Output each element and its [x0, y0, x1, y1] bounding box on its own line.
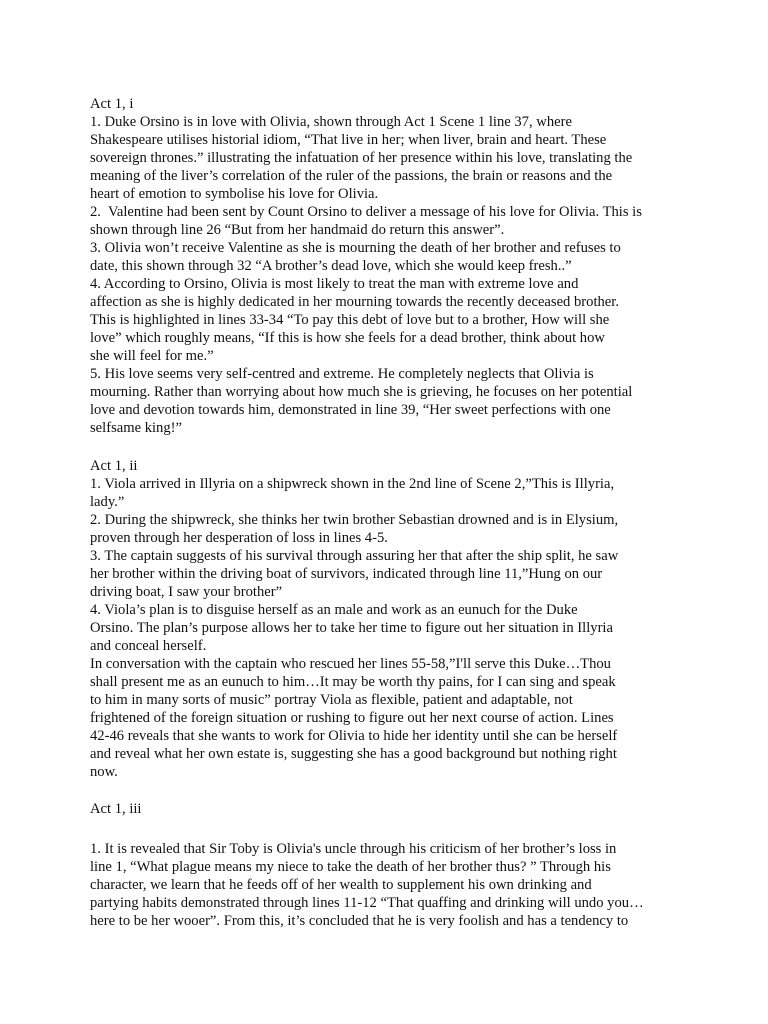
text-line: mourning. Rather than worrying about how much she is grieving, he focuses on her potential: [90, 384, 633, 400]
text-line: In conversation with the captain who rescued her lines 55-58,”I'll serve this Duke…Thou: [90, 656, 611, 672]
text-line: This is highlighted in lines 33-34 “To pay this debt of love but to a brother, How will she: [90, 312, 610, 328]
section-heading: Act 1, iii: [90, 801, 142, 817]
text-line: Orsino. The plan’s purpose allows her to take her time to figure out her situation in Illyria: [90, 620, 613, 636]
text-line: 2. Valentine had been sent by Count Orsino to deliver a message of his love for Olivia. This is: [90, 204, 642, 220]
text-line: 2. During the shipwreck, she thinks her twin brother Sebastian drowned and is in Elysium,: [90, 512, 619, 528]
text-line: now.: [90, 764, 118, 780]
text-line: shall present me as an eunuch to him…It may be worth thy pains, for I can sing and speak: [90, 674, 616, 690]
text-line: 1. Duke Orsino is in love with Olivia, shown through Act 1 Scene 1 line 37, where: [90, 114, 572, 130]
section-body: [90, 475, 690, 781]
text-line: 3. Olivia won’t receive Valentine as she is mourning the death of her brother and refuses to: [90, 240, 621, 256]
section-heading: Act 1, ii: [90, 458, 138, 474]
section-spacer: [90, 437, 690, 457]
text-line: Shakespeare utilises historial idiom, “That live in her; when liver, brain and heart. These: [90, 132, 607, 148]
document-page: [90, 95, 690, 930]
text-line: line 1, “What plague means my niece to take the death of her brother thus? ” Through his: [90, 859, 611, 875]
text-line: she will feel for me.”: [90, 348, 214, 364]
text-line: lady.”: [90, 494, 125, 510]
section-act-1-ii: [90, 457, 690, 781]
text-line: her brother within the driving boat of survivors, indicated through line 11,”Hung on our: [90, 566, 603, 582]
text-line: proven through her desperation of loss in lines 4-5.: [90, 530, 388, 546]
text-line: 5. His love seems very self-centred and extreme. He completely neglects that Olivia is: [90, 366, 594, 382]
text-line: 42-46 reveals that she wants to work for Olivia to hide her identity until she can be herself: [90, 728, 618, 744]
text-line: affection as she is highly dedicated in her mourning towards the recently deceased brother.: [90, 294, 619, 310]
section-body: [90, 840, 690, 930]
text-line: selfsame king!”: [90, 420, 182, 436]
text-line: heart of emotion to symbolise his love for Olivia.: [90, 186, 379, 202]
text-line: and reveal what her own estate is, suggesting she has a good background but nothing right: [90, 746, 617, 762]
text-line: date, this shown through 32 “A brother’s dead love, which she would keep fresh..”: [90, 258, 572, 274]
text-line: frightened of the foreign situation or rushing to figure out her next course of action. Lines: [90, 710, 614, 726]
section-spacer: [90, 781, 690, 800]
text-line: and conceal herself.: [90, 638, 207, 654]
section-body: [90, 113, 690, 437]
text-line: 1. It is revealed that Sir Toby is Olivia's uncle through his criticism of her brother’s loss in: [90, 841, 617, 857]
heading-spacer: [90, 818, 690, 840]
text-line: 4. According to Orsino, Olivia is most likely to treat the man with extreme love and: [90, 276, 579, 292]
text-line: character, we learn that he feeds off of her wealth to supplement his own drinking and: [90, 877, 592, 893]
text-line: driving boat, I saw your brother”: [90, 584, 283, 600]
text-line: here to be her wooer”. From this, it’s concluded that he is very foolish and has a tendency to: [90, 913, 629, 929]
section-act-1-iii: [90, 800, 690, 930]
text-line: to him in many sorts of music” portray Viola as flexible, patient and adaptable, not: [90, 692, 573, 708]
section-act-1-i: [90, 95, 690, 437]
section-heading: Act 1, i: [90, 96, 134, 112]
text-line: meaning of the liver’s correlation of the ruler of the passions, the brain or reasons and the: [90, 168, 613, 184]
text-line: 4. Viola’s plan is to disguise herself as an male and work as an eunuch for the Duke: [90, 602, 578, 618]
text-line: love” which roughly means, “If this is how she feels for a dead brother, think about how: [90, 330, 605, 346]
text-line: 3. The captain suggests of his survival through assuring her that after the ship split, he saw: [90, 548, 619, 564]
text-line: shown through line 26 “But from her handmaid do return this answer”.: [90, 222, 505, 238]
text-line: 1. Viola arrived in Illyria on a shipwreck shown in the 2nd line of Scene 2,”This is Illyria,: [90, 476, 615, 492]
text-line: love and devotion towards him, demonstrated in line 39, “Her sweet perfections with one: [90, 402, 611, 418]
text-line: sovereign thrones.” illustrating the infatuation of her presence within his love, translating the: [90, 150, 633, 166]
text-line: partying habits demonstrated through lines 11-12 “That quaffing and drinking will undo you…: [90, 895, 644, 911]
